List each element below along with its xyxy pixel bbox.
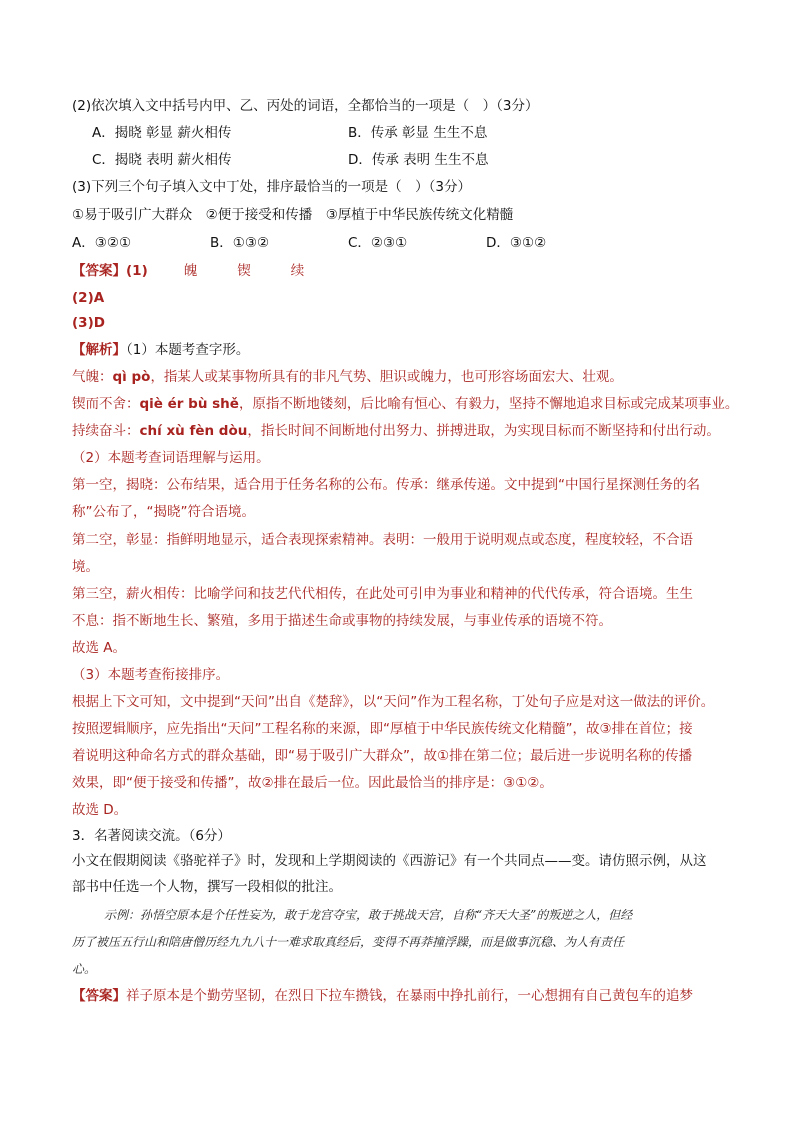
- analysis-part3-line-1: 根据上下文可知，文中提到“天问”出自《楚辞》，以“天问”作为工程名称，丁处句子应是对这一做法的评价。: [72, 694, 715, 710]
- q3-stem: (3)下列三个句子填入文中丁处，排序最恰当的一项是（ ）（3分）: [72, 179, 471, 195]
- q3-option-d: D．③①②: [486, 235, 547, 251]
- answer-2: (2)A: [72, 290, 105, 306]
- example-line-3: 心。: [72, 962, 97, 976]
- q3-option-b: B．①③②: [210, 235, 270, 251]
- q2-stem: (2)依次填入文中括号内甲、乙、丙处的词语，全都恰当的一项是（ ）（3分）: [72, 98, 539, 114]
- book-question-line-2: 部书中任选一个人物，撰写一段相似的批注。: [72, 879, 342, 895]
- q2-option-b: B．传承 彰显 生生不息: [348, 125, 488, 141]
- analysis-part2-line-4: 境。: [72, 559, 99, 575]
- analysis-part3-head: （3）本题考查衔接排序。: [72, 667, 230, 683]
- chi-pinyin: chí xù fèn dòu: [139, 423, 248, 439]
- qipo-pinyin: qì pò: [112, 369, 151, 385]
- qie-pinyin: qiè ér bù shě: [139, 396, 239, 412]
- chi-text: ，指长时间不间断地付出努力、拼搏进取，为实现目标而不断坚持和付出行动。: [247, 423, 720, 439]
- analysis-part1-head: （1）本题考查字形。: [126, 342, 250, 358]
- book-answer: [72, 986, 693, 1006]
- answer-tag: 【答案】: [72, 263, 126, 279]
- analysis-part2-line-5: 第三空，薪火相传：比喻学问和技艺代代相传，在此处可引申为事业和精神的代代传承，符合语境。生生: [72, 586, 693, 602]
- book-answer-text: 祥子原本是个勤劳坚韧，在烈日下拉车攒钱，在暴雨中挣扎前行，一心想拥有自己黄包车的追梦: [126, 988, 693, 1004]
- analysis-tag: 【解析】: [72, 342, 126, 358]
- qipo-text: ，指某人或某事物所具有的非凡气势、胆识或魄力，也可形容场面宏大、壮观。: [150, 369, 623, 385]
- analysis-qipo: [72, 367, 623, 387]
- analysis-heading: [72, 340, 249, 360]
- answer-1-word-2: 锲: [237, 263, 251, 279]
- chi-term: 持续奋斗：: [72, 423, 140, 439]
- analysis-part2-line-3: 第二空，彰显：指鲜明地显示，适合表现探索精神。表明：一般用于说明观点或态度，程度较轻，不合语: [72, 532, 693, 548]
- answer-1-word-3: 续: [290, 263, 305, 279]
- q3-sentences: ①易于吸引广大群众 ②便于接受和传播 ③厚植于中华民族传统文化精髓: [72, 207, 514, 223]
- analysis-part3-line-4: 效果，即“便于接受和传播”，故②排在最后一位。因此最恰当的排序是：③①②。: [72, 775, 553, 791]
- answer-line-1: [72, 261, 344, 281]
- analysis-part2-conclusion: 故选 A。: [72, 640, 127, 656]
- analysis-part2-line-2: 称”公布了，“揭晓”符合语境。: [72, 504, 255, 520]
- q3-option-a: A．③②①: [72, 235, 132, 251]
- answer-3: (3)D: [72, 315, 105, 331]
- analysis-part3-line-3: 着说明这种命名方式的群众基础，即“易于吸引广大群众”，故①排在第二位；最后进一步说明名称的传播: [72, 748, 693, 764]
- q2-option-a: A．揭晓 彰显 薪火相传: [92, 125, 232, 141]
- q2-option-c: C．揭晓 表明 薪火相传: [92, 152, 232, 168]
- analysis-part3-conclusion: 故选 D。: [72, 802, 128, 818]
- book-question-line-1: 小文在假期阅读《骆驼祥子》时，发现和上学期阅读的《西游记》有一个共同点——变。请仿照示例，从这: [72, 853, 707, 869]
- analysis-part2-head: （2）本题考查词语理解与运用。: [72, 450, 270, 466]
- qipo-term: 气魄：: [72, 369, 113, 385]
- qie-text: ，原指不断地镂刻，后比喻有恒心、有毅力，坚持不懈地追求目标或完成某项事业。: [238, 396, 739, 412]
- example-line-2: 历了被压五行山和陪唐僧历经九九八十一难求取真经后，变得不再莽撞浮躁，而是做事沉稳、为人有责任: [72, 935, 625, 949]
- book-question-stem: 3．名著阅读交流。（6分）: [72, 828, 231, 844]
- q3-option-c: C．②③①: [348, 235, 408, 251]
- book-answer-tag: 【答案】: [72, 988, 126, 1004]
- analysis-qie: [72, 394, 738, 414]
- qie-term: 锲而不舍：: [72, 396, 140, 412]
- analysis-part2-line-6: 不息：指不断地生长、繁殖，多用于描述生命或事物的持续发展，与事业传承的语境不符。: [72, 613, 612, 629]
- q2-option-d: D．传承 表明 生生不息: [348, 152, 489, 168]
- analysis-part3-line-2: 按照逻辑顺序，应先指出“天问”工程名称的来源，即“厚植于中华民族传统文化精髓”，故③排在首位；接: [72, 721, 693, 737]
- answer-1-prefix: (1): [126, 263, 148, 279]
- example-line-1: 示例：孙悟空原本是个任性妄为，敢于龙宫夺宝，敢于挑战天宫，自称“齐天大圣”的叛逆之人，但经: [104, 908, 633, 922]
- answer-1-word-1: 魄: [183, 263, 198, 279]
- analysis-part2-line-1: 第一空，揭晓：公布结果，适合用于任务名称的公布。传承：继承传递。文中提到“中国行星探测任务的名: [72, 477, 700, 493]
- analysis-chi: [72, 421, 720, 441]
